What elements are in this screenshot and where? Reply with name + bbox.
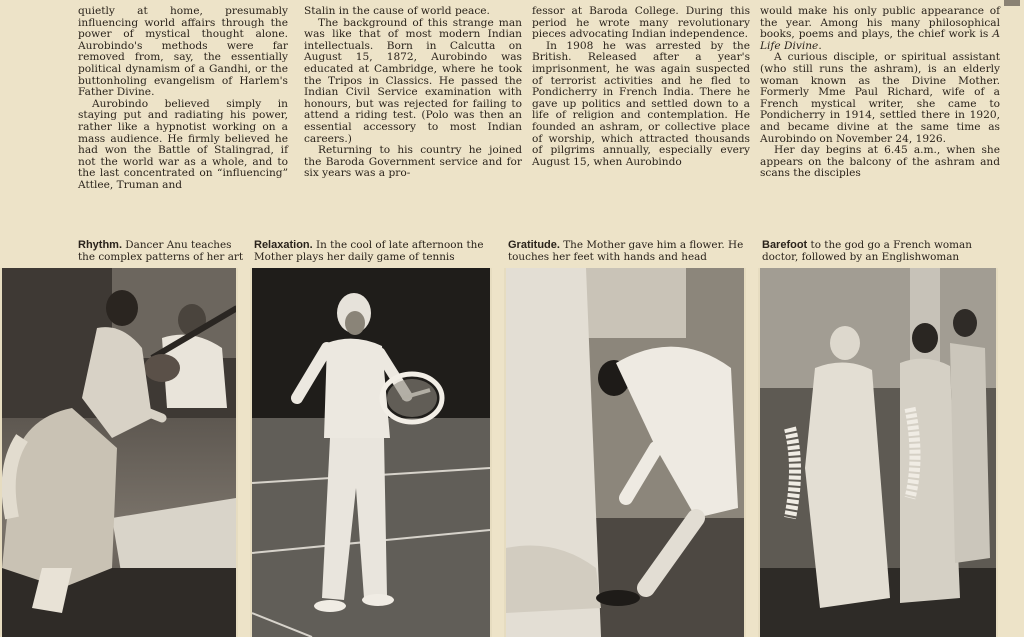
paragraph: In 1908 he was arrested by the British. Released after a year's imprisonment, he was again suspected of terrorist activities and he fled to Pondicherry in French India. There he gave up politics and settled down to a life of religion and contemplation. He founded an ashram, or collective place of worship, which attracted thousands of pilgrims annually, especially every August 15, when Aurobindo xyxy=(532,39,750,168)
photo-tennis xyxy=(250,268,492,637)
page-edge-mark xyxy=(1004,0,1020,6)
bowing-photo-illustration xyxy=(506,268,744,637)
caption-text: to the god go a French woman doctor, followed by an Englishwoman xyxy=(762,239,972,263)
paragraph-text: would make his only public appearance of the year. Among his many philosophical books, poems and plays, the chief work is xyxy=(760,5,1000,41)
photo-bowing xyxy=(504,268,746,637)
caption-heading: Gratitude. xyxy=(508,239,560,251)
caption-heading: Rhythm. xyxy=(78,239,122,251)
paragraph: A curious disciple, or spiritual assistant (who still runs the ashram), is an elderly woman known as the Divine Mother. Formerly Mme Paul Richard, wife of a French mystical writer, she came to Pondicherry in 1914, settled there in 1920, and became divine at the same time as Aurobindo on November 24, 1926. xyxy=(760,51,1000,145)
photo-caption-gratitude xyxy=(508,239,748,263)
photo-caption-barefoot xyxy=(762,239,1002,263)
barefoot-photo-illustration xyxy=(760,268,996,637)
dancer-photo-illustration xyxy=(2,268,236,637)
article-column-4 xyxy=(760,6,1000,180)
article-column-2 xyxy=(304,6,522,180)
tennis-photo-illustration xyxy=(252,268,490,637)
caption-text: In the cool of late afternoon the Mother plays her daily game of tennis xyxy=(254,239,484,263)
paragraph: fessor at Baroda College. During this period he wrote many revolutionary pieces advocating Indian independence. xyxy=(532,5,750,41)
photo-caption-rhythm xyxy=(78,239,248,263)
caption-text: Dancer Anu teaches the complex patterns of her art xyxy=(78,239,244,263)
caption-heading: Barefoot xyxy=(762,239,808,251)
paragraph: Her day begins at 6.45 a.m., when she appears on the balcony of the ashram and scans the disciples xyxy=(760,144,1000,180)
caption-heading: Relaxation. xyxy=(254,239,313,251)
paragraph: The background of this strange man was like that of most modern Indian intellectuals. Born in Calcutta on August 15, 1872, Aurobindo was educated at Cambridge, where he took the Tripos in Classics. He passed the Indian Civil Service examination with honours, but was rejected for failing to attend a riding test. (Polo was then an essential accessory to most Indian careers.) xyxy=(304,16,522,145)
caption-text: The Mother gave him a flower. He touches her feet with hands and head xyxy=(508,239,744,263)
paragraph: quietly at home, presumably influencing world affairs through the power of mystical thought alone. Aurobindo's methods were far removed from, say, the essentially political dynamism of a Gandhi, or the buttonholing evangelism of Harlem's Father Divine. xyxy=(78,5,288,99)
paragraph: Stalin in the cause of world peace. xyxy=(304,5,490,17)
paragraph xyxy=(760,6,1000,52)
photo-caption-relaxation xyxy=(254,239,494,263)
article-column-3 xyxy=(532,6,750,168)
paragraph: Aurobindo believed simply in staying put and radiating his power, rather like a hypnotist working on a mass audience. He firmly believed he had won the Battle of Stalingrad, if not the world war as a whole, and to the last concentrated on “influencing” Attlee, Truman and xyxy=(78,97,288,191)
book-title: A Life Divine xyxy=(760,28,1000,52)
paragraph-text: . xyxy=(818,39,822,52)
article-column-1 xyxy=(78,6,288,192)
photo-barefoot xyxy=(758,268,998,637)
photo-dancer xyxy=(0,268,238,637)
paragraph: Returning to his country he joined the Baroda Government service and for six years was a pro- xyxy=(304,144,522,180)
